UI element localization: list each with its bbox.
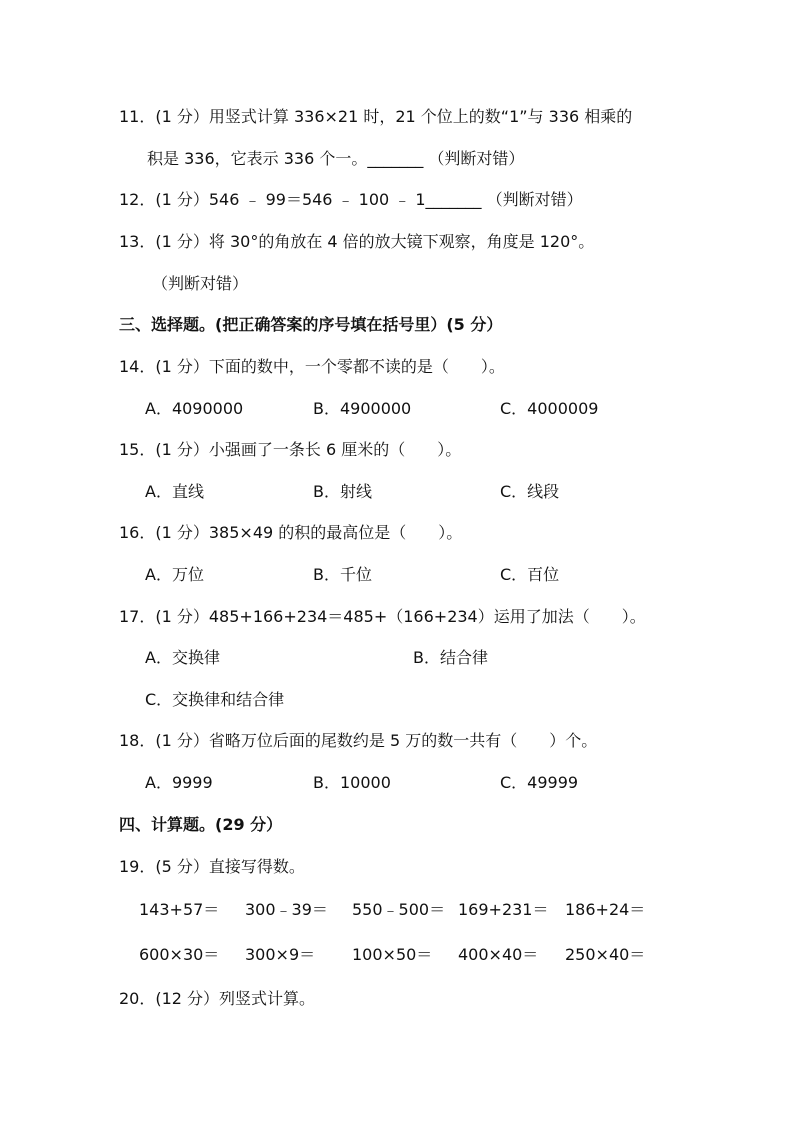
q19-row1-item2: 300﹣39＝ bbox=[245, 900, 328, 919]
q18-option-a: A．9999 bbox=[145, 773, 213, 792]
q16-option-b: B．千位 bbox=[313, 565, 372, 584]
q15-stem: 15．(1 分）小强画了一条长 6 厘米的（ ）。 bbox=[119, 440, 462, 459]
q19-row2-item5: 250×40＝ bbox=[565, 945, 646, 964]
q16-option-a: A．万位 bbox=[145, 565, 204, 584]
q11-line1: 11．(1 分）用竖式计算 336×21 时，21 个位上的数“1”与 336 相乘的 bbox=[119, 107, 633, 126]
section3-title: 三、选择题。(把正确答案的序号填在括号里）(5 分） bbox=[119, 315, 503, 334]
q17-option-b: B．结合律 bbox=[413, 648, 488, 667]
q17-stem: 17．(1 分）485+166+234＝485+（166+234）运用了加法（ ）。 bbox=[119, 607, 646, 626]
q14-option-b: B．4900000 bbox=[313, 399, 412, 418]
q13-line1: 13．(1 分）将 30°的角放在 4 倍的放大镜下观察，角度是 120°。 bbox=[119, 232, 595, 251]
q19-row1-item4: 169+231＝ bbox=[458, 900, 549, 919]
q19-row2-item3: 100×50＝ bbox=[352, 945, 433, 964]
q19-stem: 19．(5 分）直接写得数。 bbox=[119, 857, 305, 876]
q14-option-a: A．4090000 bbox=[145, 399, 244, 418]
q15-option-a: A．直线 bbox=[145, 482, 204, 501]
q19-row2-item1: 600×30＝ bbox=[139, 945, 220, 964]
q14-option-c: C．4000009 bbox=[500, 399, 599, 418]
q20-stem: 20．(12 分）列竖式计算。 bbox=[119, 989, 316, 1008]
q19-row1-item3: 550﹣500＝ bbox=[352, 900, 446, 919]
q14-stem: 14．(1 分）下面的数中，一个零都不读的是（ ）。 bbox=[119, 357, 505, 376]
q19-row2-item2: 300×9＝ bbox=[245, 945, 316, 964]
q13-line2: （判断对错） bbox=[152, 274, 249, 293]
q15-option-b: B．射线 bbox=[313, 482, 372, 501]
q18-stem: 18．(1 分）省略万位后面的尾数约是 5 万的数一共有（ ）个。 bbox=[119, 731, 598, 750]
q15-option-c: C．线段 bbox=[500, 482, 560, 501]
q19-row2-item4: 400×40＝ bbox=[458, 945, 539, 964]
q17-option-c: C．交换律和结合律 bbox=[145, 690, 285, 709]
q19-row1-item5: 186+24＝ bbox=[565, 900, 646, 919]
q16-option-c: C．百位 bbox=[500, 565, 560, 584]
q18-option-b: B．10000 bbox=[313, 773, 391, 792]
q19-row1-item1: 143+57＝ bbox=[139, 900, 220, 919]
section4-title: 四、计算题。(29 分） bbox=[119, 815, 283, 834]
q11-line2: 积是 336，它表示 336 个一。_______ （判断对错） bbox=[147, 149, 525, 168]
q18-option-c: C．49999 bbox=[500, 773, 579, 792]
q17-option-a: A．交换律 bbox=[145, 648, 220, 667]
q12-line1: 12．(1 分）546 ﹣ 99＝546 ﹣ 100 ﹣ 1_______ （判断对错） bbox=[119, 190, 583, 209]
q16-stem: 16．(1 分）385×49 的积的最高位是（ ）。 bbox=[119, 523, 463, 542]
